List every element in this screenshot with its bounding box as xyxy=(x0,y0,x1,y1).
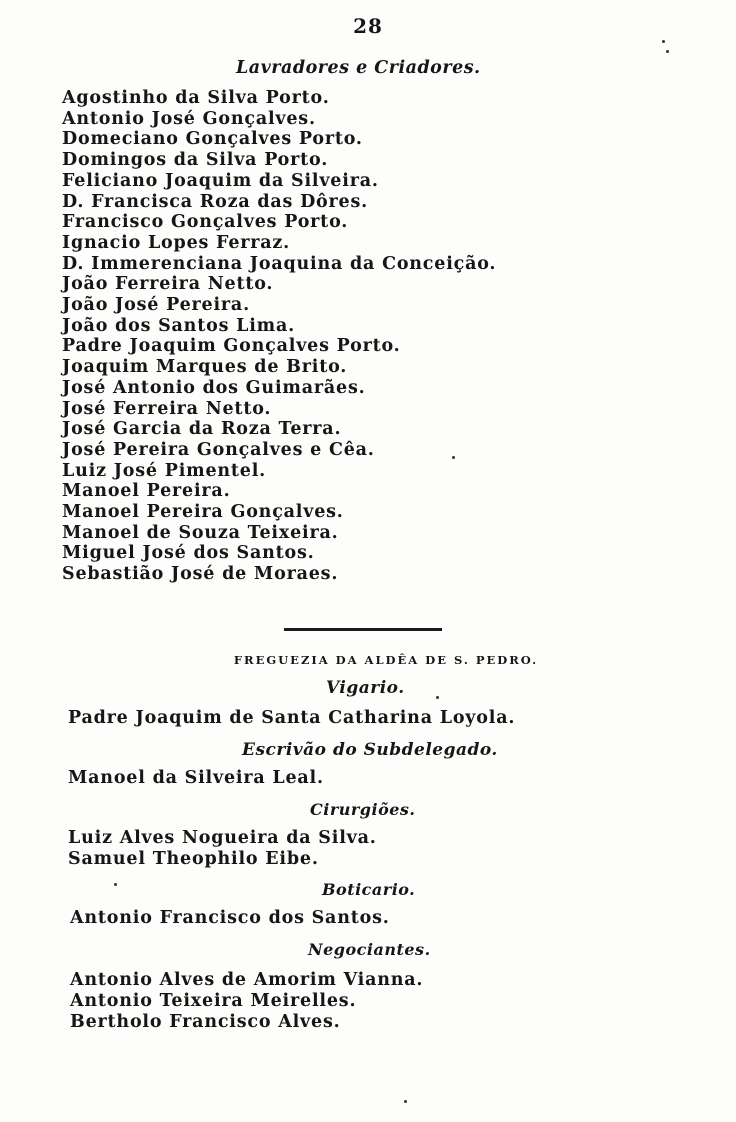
list-item: Francisco Gonçalves Porto. xyxy=(62,212,349,233)
list-item: João José Pereira. xyxy=(62,295,250,316)
list-item: Miguel José dos Santos. xyxy=(62,543,315,564)
names-list xyxy=(62,88,496,585)
list-item: Domingos da Silva Porto. xyxy=(62,150,329,171)
list-item: Padre Joaquim Gonçalves Porto. xyxy=(62,336,401,357)
list-item: Manoel Pereira Gonçalves. xyxy=(62,502,344,523)
list-item: João dos Santos Lima. xyxy=(62,315,296,336)
section-title-freguezia: FREGUEZIA DA ALDÊA DE S. PEDRO. xyxy=(233,653,539,667)
list-item: Agostinho da Silva Porto. xyxy=(62,88,330,108)
section-divider xyxy=(284,628,442,631)
ink-speck xyxy=(666,50,669,53)
ink-speck xyxy=(404,1100,407,1103)
list-item: Manoel Pereira. xyxy=(62,481,231,502)
entry-cirurgiao: Luiz Alves Nogueira da Silva. xyxy=(68,828,377,848)
section-heading-lavradores: Lavradores e Criadores. xyxy=(236,58,481,78)
page-number: 28 xyxy=(353,14,383,38)
list-item: D. Immerenciana Joaquina da Conceição. xyxy=(62,253,497,274)
heading-vigario: Vigario. xyxy=(326,678,405,698)
list-item: Feliciano Joaquim da Silveira. xyxy=(62,170,379,191)
heading-cirurgioes: Cirurgiões. xyxy=(310,800,416,819)
ink-speck xyxy=(114,883,117,886)
entry-negociante: Antonio Alves de Amorim Vianna. xyxy=(70,970,424,990)
list-item: José Garcia da Roza Terra. xyxy=(62,419,342,440)
list-item: José Ferreira Netto. xyxy=(62,398,272,419)
entry-cirurgiao: Samuel Theophilo Eibe. xyxy=(68,849,319,869)
ink-speck xyxy=(452,456,455,459)
heading-negociantes: Negociantes. xyxy=(308,940,431,959)
entry-escrivao: Manoel da Silveira Leal. xyxy=(68,768,324,788)
list-item: Antonio José Gonçalves. xyxy=(62,108,316,129)
list-item: Ignacio Lopes Ferraz. xyxy=(62,232,291,253)
list-item: João Ferreira Netto. xyxy=(62,274,274,295)
list-item: José Pereira Gonçalves e Cêa. xyxy=(62,439,375,460)
list-item: Sebastião José de Moraes. xyxy=(62,564,339,585)
entry-boticario: Antonio Francisco dos Santos. xyxy=(70,908,390,928)
list-item: Manoel de Souza Teixeira. xyxy=(62,522,339,543)
ink-speck xyxy=(436,696,439,699)
entry-negociante: Antonio Teixeira Meirelles. xyxy=(70,991,357,1011)
list-item: Domeciano Gonçalves Porto. xyxy=(62,129,363,150)
heading-boticario: Boticario. xyxy=(322,880,416,899)
list-item: Joaquim Marques de Brito. xyxy=(62,357,348,378)
list-item: D. Francisca Roza das Dôres. xyxy=(62,191,369,212)
list-item: Luiz José Pimentel. xyxy=(62,460,267,481)
entry-negociante: Bertholo Francisco Alves. xyxy=(70,1012,341,1032)
entry-vigario: Padre Joaquim de Santa Catharina Loyola. xyxy=(68,708,516,728)
list-item: José Antonio dos Guimarães. xyxy=(62,377,366,398)
heading-escrivao: Escrivão do Subdelegado. xyxy=(242,740,498,760)
ink-speck xyxy=(662,40,665,43)
